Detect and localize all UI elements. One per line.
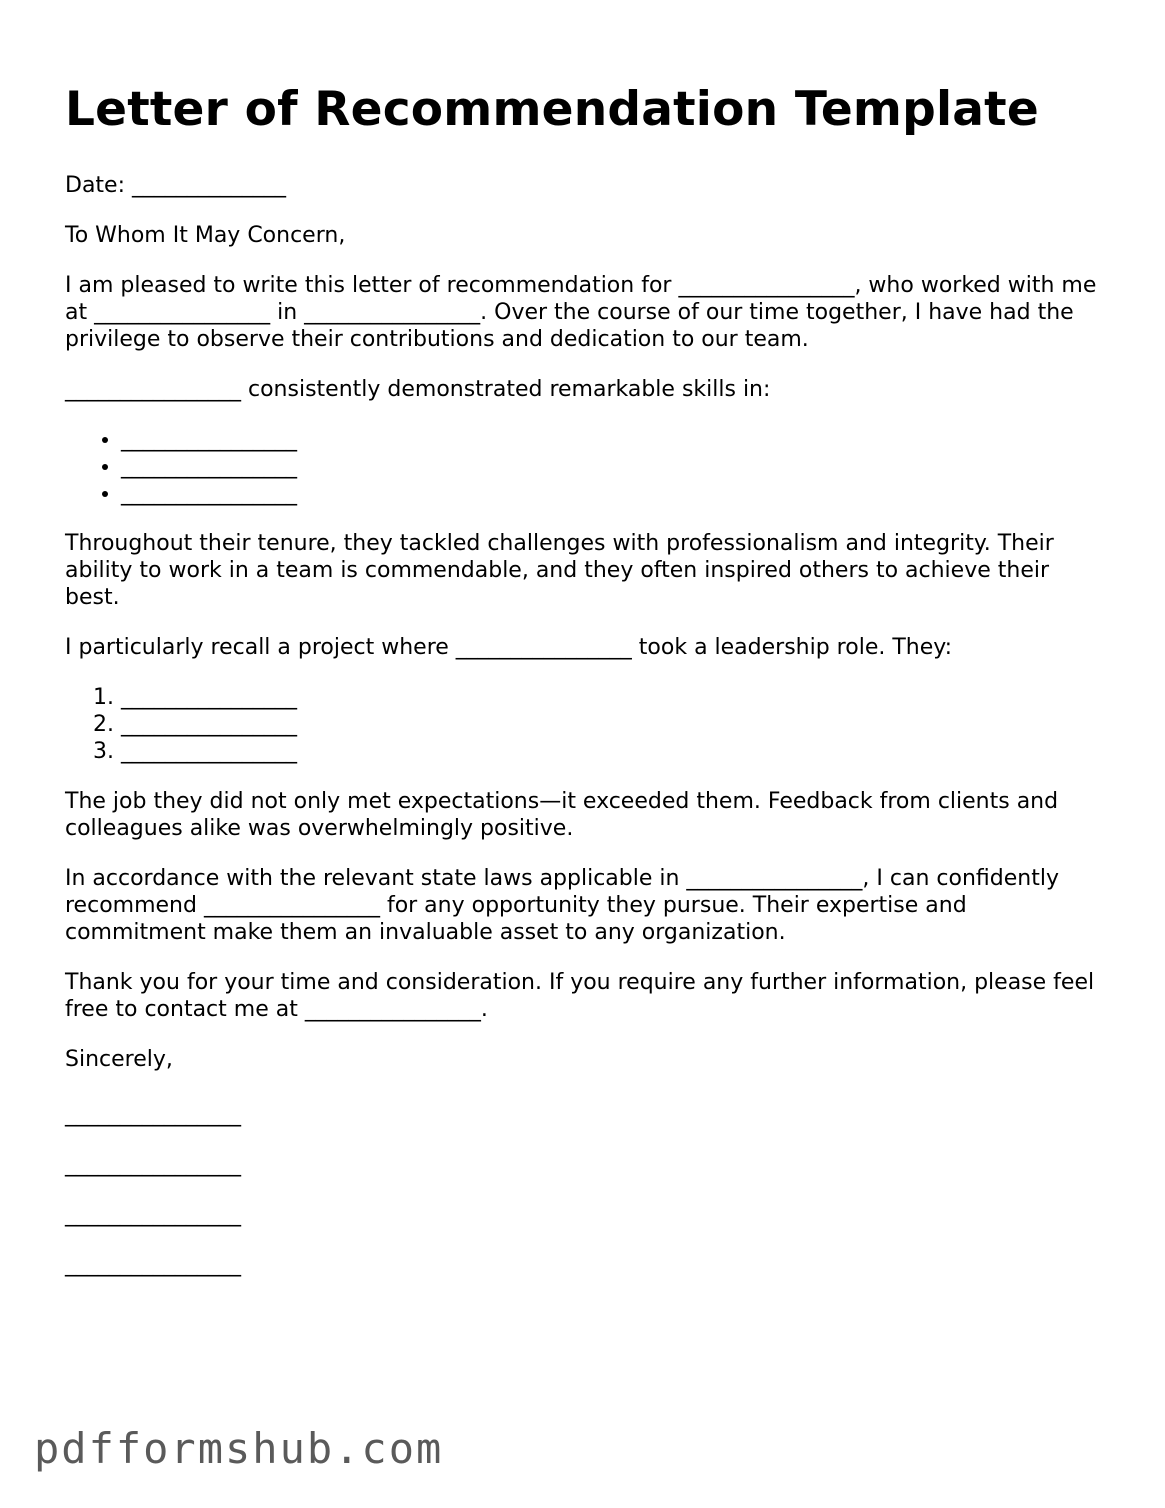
date-line: Date: ______________: [65, 173, 286, 198]
list-item: 3. ________________: [121, 738, 1105, 765]
project-list: [65, 684, 1105, 765]
thanks-paragraph: Thank you for your time and consideration. If you require any further information, please feel free to contact me at ________________.: [65, 970, 1095, 1022]
list-item: • ________________: [121, 426, 1105, 453]
signature-block: [65, 1101, 1105, 1278]
watermark: pdfformshub.com: [34, 1424, 444, 1473]
list-item: 1. ________________: [121, 684, 1105, 711]
skills-intro: ________________ consistently demonstrated remarkable skills in:: [65, 377, 771, 402]
signature-line: ________________: [65, 1252, 241, 1277]
signature-line: ________________: [65, 1202, 241, 1227]
list-item: • ________________: [121, 453, 1105, 480]
tenure-paragraph: Throughout their tenure, they tackled challenges with professionalism and integrity. Their ability to work in a team is commendable, and they often inspired others to achieve their best.: [65, 531, 1054, 610]
intro-paragraph: I am pleased to write this letter of recommendation for ________________, who worked with me at ________________ in ________________. Over the course of our time together, I have had the privilege to observe their contributions and dedication to our team.: [65, 273, 1097, 352]
skills-list: [65, 426, 1105, 507]
list-item: 2. ________________: [121, 711, 1105, 738]
page-title: Letter of Recommendation Template: [65, 82, 1039, 137]
letter-page: [65, 78, 1105, 1301]
job-paragraph: The job they did not only met expectations—it exceeded them. Feedback from clients and colleagues alike was overwhelmingly positive.: [65, 789, 1059, 841]
signature-line: ________________: [65, 1152, 241, 1177]
salutation: To Whom It May Concern,: [65, 223, 346, 248]
project-intro: I particularly recall a project where ________________ took a leadership role. They:: [65, 635, 953, 660]
closing: Sincerely,: [65, 1047, 173, 1072]
signature-line: ________________: [65, 1102, 241, 1127]
laws-paragraph: In accordance with the relevant state laws applicable in ________________, I can confidently recommend ________________ for any opportunity they pursue. Their expertise and commitment make them an invaluable asset to any organization.: [65, 866, 1059, 945]
list-item: • ________________: [121, 480, 1105, 507]
